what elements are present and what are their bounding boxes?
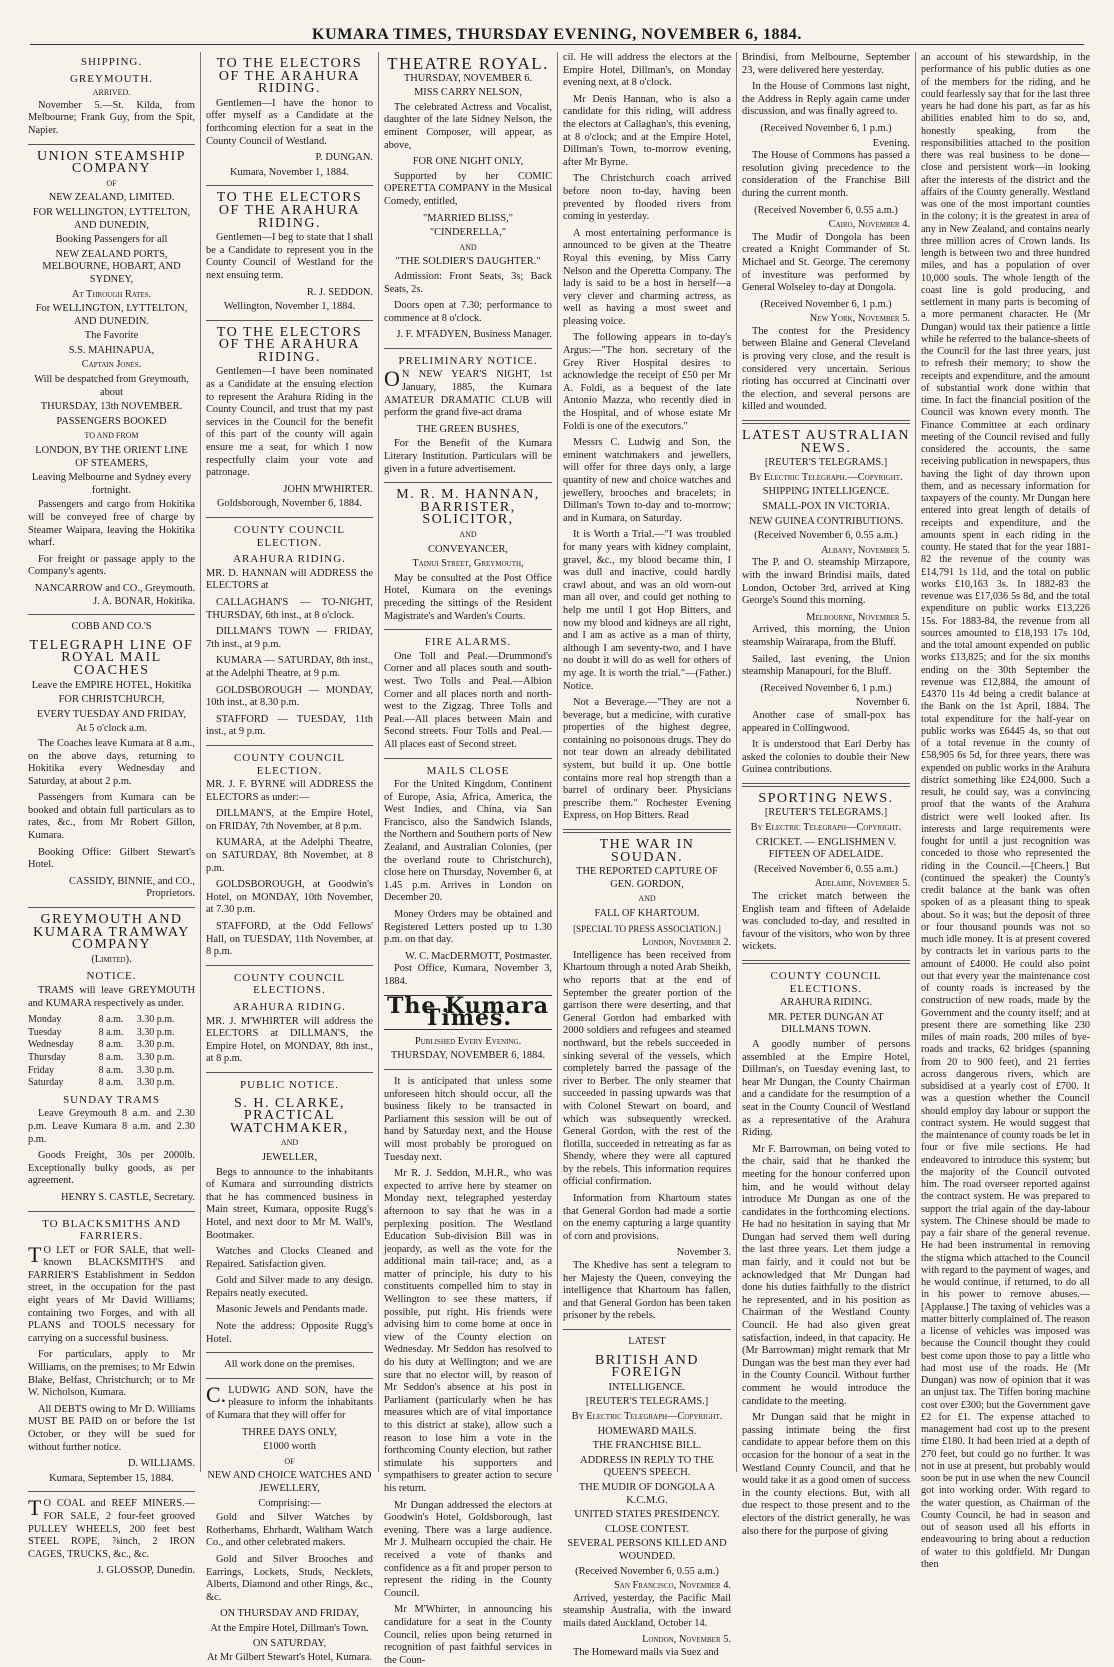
tram-am: 8 a.m. [98, 1014, 124, 1026]
pass-leaving: Leaving Melbourne and Sydney every fortnight. [31, 472, 192, 496]
black-text2: For particulars, apply to Mr Williams, on the premises; to Mr Edwin Blake, Belfast, Christchurch; or to Mr W. Nicholson, Kumara. [28, 1349, 195, 1399]
c5-r6: (Received November 6, 0.55 a.m.) [754, 863, 898, 875]
table-row [28, 1077, 195, 1090]
ludwig-at: At the Empire Hotel, Dillman's Town. [210, 1622, 369, 1634]
news-7: It is Worth a Trial.—"I was troubled for many years with kidney complaint, gravel, &c., my blood became thin, I was dull and inactive, could hardly crawl about, and was an old worn-out man all over, and could get nothing to help me until I got Hop Bitters, and now my blood and kidneys are all right, and I am as active as a man of thirty, although I am seventy-two, and I have no doubt it will do as well for others of my age. It is worth the trial."—(Father.) Notice. [563, 529, 731, 692]
e2-title: TO THE ELECTORS OF THE ARAHURA RIDING. [216, 190, 363, 231]
london-dateline: London, November 2. [642, 937, 731, 949]
c5-reuters2: [REUTER'S TELEGRAMS.] [764, 807, 888, 819]
coal-text: TO COAL and REEF MINERS.—FOR SALE, 2 four-feet grooved PULLEY WHEELS, 200 feet best STEEL ROPE, ⅞inch, 2 IRON CAGES, TRUCKS, &c., &c. [28, 1495, 195, 1560]
usc-nz: NEW ZEALAND, LIMITED. [48, 192, 175, 204]
pass-cargo: Passengers and cargo from Hokitika will be conveyed free of charge by Steamer Waipara, leaving the Hokitika wharf. [28, 499, 195, 549]
secretary-sig: HENRY S. CASTLE, Secretary. [60, 1191, 195, 1203]
ludwig-title: C.LUDWIG AND SON, have the pleasure to inform the inhabitants of Kumara that they will offer for [206, 1381, 373, 1422]
e1-text: Gentlemen—I have the honor to offer myself as a Candidate at the forthcoming election for a seat in the County Council of Westland. [206, 97, 373, 147]
divider [384, 348, 552, 349]
doors: Doors open at 7.30; performance to commence at 8 o'clock. [384, 300, 552, 324]
e1-sig: P. DUNGAN. [315, 152, 373, 164]
pass-freight: For freight or passage apply to the Company's agents. [28, 553, 195, 578]
tram-day: Saturday [28, 1077, 64, 1089]
divider [384, 629, 552, 630]
mw-text: MR. J. M'WHIRTER will address the ELECTORS at DILLMAN'S, the Empire Hotel, on MONDAY, 8th inst., at 8 p.m. [206, 1015, 373, 1065]
nov3-dateline: November 3. [676, 1247, 731, 1259]
c5-r2: (Received November 6, 0.55 a.m.) [754, 204, 898, 216]
c5-p1: Brindisi, from Melbourne, September 23, were delivered here yesterday. [742, 52, 910, 76]
editorial-4: Mr M'Whirter, in announcing his candidature for a seat in the County Council, relies upon being returned in recognition of past faithful services in the Coun- [384, 1604, 552, 1666]
usc-captain: Captain Jones. [81, 359, 142, 371]
hm-text: The Homeward mails via Suez and [573, 1647, 719, 1659]
tram-am: 8 a.m. [98, 1077, 124, 1089]
news-6: Messrs C. Ludwig and Son, the eminent watchmakers and jewellers, will offer for three days only, a large quantity of new and choice watches and jewellery, brooches and bracelets; in Dillman's Town to-day and to-morrow; and in Kumara, on Saturday. [563, 437, 731, 524]
ludwig-at2: At Mr Gilbert Stewart's Hotel, Kumara. [207, 1652, 372, 1664]
latest-label: LATEST [628, 1336, 666, 1347]
play2: "CINDERELLA," [429, 227, 507, 239]
published: Published Every Evening. [414, 1035, 522, 1047]
hannan-and: AND [459, 530, 477, 539]
columns [24, 52, 1094, 1666]
pass-booked: PASSENGERS BOOKED [56, 415, 167, 427]
theatre-title: THEATRE ROYAL. [387, 54, 549, 73]
ludwig-text: Gold and Silver Watches by Rotherhams, Ehrhardt, Waltham Watch Co., and other celebrated makers. [206, 1512, 373, 1549]
intel-heading: INTELLIGENCE. [608, 1381, 686, 1393]
usp-heading: UNITED STATES PRESIDENCY. [574, 1509, 720, 1521]
divider [28, 907, 195, 908]
and-label: AND [459, 242, 477, 252]
e2-text: Gentlemen—I beg to state that I shall be a Candidate to represent you in the County Council of Westland for the next ensuing term. [206, 232, 373, 281]
divider [384, 482, 552, 483]
byrne-item: KUMARA, at the Adelphi Theatre, on SATURDAY, 8th November, at 8 p.m. [206, 837, 373, 874]
c5-p12: A goodly number of persons assembled at the Empire Hotel, Dillman's, on Tuesday evening last, to hear Mr Dungan, the County Chairman and a candidate for the resumption of a seat in the County Council of Westland as a representative of the Arahura Riding. [742, 1038, 910, 1139]
e3-title: TO THE ELECTORS OF THE ARAHURA RIDING. [216, 324, 363, 365]
green-text: For the Benefit of the Kumara Literary Institution. Particulars will be given in a future advertisement. [384, 438, 552, 475]
c5-p9: Another case of small-pox has appeared in Collingwood. [742, 709, 910, 734]
c5-r5: (Received November 6, 1 p.m.) [760, 682, 892, 694]
c5-copyright: By Electric Telegraph.—Copyright. [749, 471, 903, 483]
sf-text: Arrived, yesterday, the Pacific Mail steamship Australia, with the inward mails dated Auckland, October 14. [563, 1592, 731, 1629]
c5-r1: (Received November 6, 1 p.m.) [760, 122, 892, 134]
newspaper-logo: The Kumara Times. [384, 995, 552, 1030]
usc-fav: The Favorite [84, 330, 139, 342]
c5-shipping: SHIPPING INTELLIGENCE. [762, 486, 890, 498]
tram-am: 8 a.m. [98, 1051, 124, 1063]
one-night: FOR ONE NIGHT ONLY, [412, 156, 524, 168]
pass-agent2: J. A. BONAR, Hokitika. [93, 595, 195, 607]
war-3: The Khedive has sent a telegram to her Majesty the Queen, conveying the intelligence that Khartoum has fallen, and that General Gordon has been taken prisoner by the rebels. [563, 1260, 731, 1322]
tram-text: TRAMS will leave GREYMOUTH and KUMARA respectively as under. [28, 985, 195, 1009]
e3-date: Goldsborough, November 6, 1884. [217, 498, 362, 510]
goods-text: Goods Freight, 30s per 2000lb. Exceptionally bulky goods, as per agreement. [28, 1150, 195, 1187]
clarke-text: Begs to announce to the inhabitants of Kumara and surrounding districts that he has commenced business in Main street, Kumara, opposite Rugg's Hotel, and next door to Mr M. Wall's, Bootmaker. [206, 1166, 373, 1241]
sunday-text: Leave Greymouth 8 a.m. and 2.30 p.m. Leave Kumara 8 a.m. and 2.30 p.m. [28, 1108, 195, 1145]
column-rule [557, 52, 558, 1472]
c5-p3: The House of Commons has passed a resolution giving precedence to the consideration of the Franchise Bill during the current month. [742, 150, 910, 199]
ludwig-comp: Comprising:— [258, 1497, 321, 1509]
divider [742, 960, 910, 964]
c5-arahura: ARAHURA RIDING. [779, 997, 873, 1009]
prelim: PRELIMINARY NOTICE. [398, 354, 538, 367]
cobb-line: TELEGRAPH LINE OF ROYAL MAIL COACHES [29, 637, 194, 678]
e3-text: Gentlemen—I have been nominated as a Candidate at the ensuing election to represent the Arahura Riding in the County Council, and trust that my past services in the Council for the benefit of this part of the county will again ensure me a seat, for which I now respectfully claim your vote and patronage. [206, 366, 373, 479]
divider [206, 1378, 373, 1379]
reported-heading: THE REPORTED CAPTURE OF GEN. GORDON, [576, 866, 718, 890]
tram-day: Thursday [28, 1051, 66, 1063]
c5-dungan: MR. PETER DUNGAN AT DILLMANS TOWN. [768, 1011, 884, 1036]
supported: Supported by her COMIC OPERETTA COMPANY in the Musical Comedy, entitled, [384, 170, 552, 207]
fire: FIRE ALARMS. [424, 636, 512, 649]
mails-text2: Money Orders may be obtained and Registered Letters posted up to 1.30 p.m. on that day. [384, 909, 552, 946]
divider [206, 1352, 373, 1353]
clarke-work: All work done on the premises. [224, 1359, 355, 1371]
column-1 [24, 52, 199, 1577]
war-heading: THE WAR IN SOUDAN. [599, 837, 695, 865]
news-5: The following appears in to-day's Argus:—"The hon. secretary of the Grey River Hospital desires to acknowledge the receipt of £50 per Mr A. Foldi, as a bequest of the late Antonio Mazza, who recently died in the Hospital, and of whose estate Mr Foldi is one of the executors." [563, 332, 731, 432]
british-heading: BRITISH AND FOREIGN [594, 1352, 699, 1381]
c5-copyright2: By Electric Telegraph—Copyright. [750, 822, 902, 834]
tram-day: Monday [28, 1014, 62, 1026]
byrne-intro: MR. J. F. BYRNE will ADDRESS the ELECTORS as under:— [206, 779, 373, 803]
e2-sig: R. J. SEDDON. [306, 286, 373, 298]
play3: "THE SOLDIER'S DAUGHTER." [395, 256, 541, 268]
miss-text: The celebrated Actress and Vocalist, daughter of the late Sidney Nelson, the eminent Composer, will appear, as above, [384, 101, 552, 151]
e1-title: TO THE ELECTORS OF THE ARAHURA RIDING. [216, 56, 363, 97]
close-heading: CLOSE CONTEST. [604, 1523, 690, 1535]
table-row [28, 1027, 195, 1040]
clarke-and: AND [280, 1138, 299, 1148]
several-heading: SEVERAL PERSONS KILLED AND WOUNDED. [567, 1538, 727, 1562]
tram-pm: 3.30 p.m. [136, 1039, 175, 1051]
divider [28, 614, 195, 615]
news-1: cil. He will address the electors at the Empire Hotel, Dillman's, on Monday evening next, at 8 o'clock. [563, 52, 731, 89]
c5-ny: New York, November 5. [809, 313, 910, 325]
cobb-days: EVERY TUESDAY AND FRIDAY, [36, 708, 187, 720]
mails: MAILS CLOSE [426, 764, 510, 777]
column-rule [736, 52, 737, 1472]
c5-p4: The Mudir of Dongola has been created a Knight Commander of St. Michael and St. George. The ceremony of investiture was performed by General Wolseley to-day at Dongola. [742, 231, 910, 294]
black-sig: D. WILLIAMS. [127, 1458, 195, 1470]
admission: Admission: Front Seats, 3s; Back Seats, 2s. [384, 270, 552, 295]
c5-r4: (Received November 6, 0.55 a.m.) [754, 530, 898, 542]
hannan-item: CALLAGHAN'S — TO-NIGHT, THURSDAY, 6th inst., at 8 o'clock. [206, 596, 373, 621]
editorial-1: It is anticipated that unless some unforeseen hitch should occur, all the business likely to be transacted in Parliament this session will be out of hand by Saturday next, and the House will most probably be prorogued on Tuesday next. [384, 1075, 552, 1163]
column-rule [378, 52, 379, 1472]
homeward-heading: HOMEWARD MAILS. [597, 1425, 697, 1437]
column-5 [738, 52, 914, 1537]
and-label: AND [638, 894, 656, 904]
reuters-label: [REUTER'S TELEGRAMS.] [585, 1396, 709, 1408]
byrne-item: DILLMAN'S, at the Empire Hotel, on FRIDAY, 7th November, at 8 p.m. [206, 808, 373, 832]
sporting: SPORTING NEWS. [758, 790, 894, 806]
tram-pm: 3.30 p.m. [136, 1026, 175, 1038]
miss-name: MISS CARRY NELSON, [414, 87, 522, 99]
c5-p8: Sailed, last evening, the Union steamship Manapouri, for the Bluff. [742, 653, 910, 678]
usc-for1: FOR WELLINGTON, LYTTELTON, AND DUNEDIN, [32, 206, 191, 231]
cobb-title: COBB AND CO.'S [71, 621, 152, 633]
hannan-intro: MR. D. HANNAN will ADDRESS the ELECTORS at [206, 567, 373, 592]
cce3: COUNTY COUNCIL ELECTIONS. [233, 971, 346, 997]
pass-london: LONDON, BY THE ORIENT LINE OF STEAMERS, [35, 445, 188, 469]
divider [206, 965, 373, 966]
masthead [30, 14, 1084, 45]
c5-p2: In the House of Commons last night, the Address in Reply again came under discussion, and was finally agreed to. [742, 81, 910, 118]
mudir-heading: THE MUDIR OF DONGOLA A K.C.M.G. [578, 1481, 716, 1506]
c5-cairo: Cairo, November 4. [828, 219, 910, 231]
received-label: (Received November 6, 0.55 a.m.) [575, 1565, 719, 1577]
news-8: Not a Beverage.—"They are not a beverage, but a medicine, with curative properties of the highest degree, containing no poisonous drugs. They do not tear down an already debilitated system, but build it up. One bottle contains more real hop strength than a barrel of ordinary beer. Physicians prescribe them." Rochester Evening Express, on Hop Bitters. Read [563, 697, 731, 822]
post-office: Post Office, Kumara, November 3, 1884. [384, 963, 552, 987]
c5-albany: Albany, November 5. [821, 544, 910, 556]
ar1: ARAHURA RIDING. [233, 553, 346, 566]
pass-to: TO AND FROM [84, 431, 139, 441]
byrne-item: STAFFORD, at the Odd Fellows' Hall, on TUESDAY, 11th November, at 8 p.m. [206, 921, 373, 958]
c5-smallpox: SMALL-POX IN VICTORIA. [762, 501, 890, 512]
divider [206, 517, 373, 518]
c5-p10: It is understood that Earl Derby has asked the colonies to double their New Guinea contributions. [742, 739, 910, 776]
latest-aus: LATEST AUSTRALIAN NEWS. [742, 428, 910, 456]
pass-agent1: NANCARROW and CO., Greymouth. [34, 582, 195, 594]
column-6 [917, 52, 1094, 1570]
fire-text: One Toll and Peal.—Drummond's Corner and all places south and south-west. Two Tolls and Peal.—Albion Corner and all places north and north-west to the Zigzag. Three Tolls and Peal.—All places between Main and Second streets. Four Tolls and Peal.—All places east of Second street. [384, 650, 552, 750]
usc-for2: For WELLINGTON, LYTTELTON, AND DUNEDIN. [35, 303, 188, 327]
divider [384, 1069, 552, 1070]
usc-booking: Booking Passengers for all [55, 234, 168, 246]
tram-timetable [28, 1014, 195, 1090]
c5-p6: The P. and O. steamship Mirzapore, with the inward Brindisi mails, dated London, October 3rd, arrived at King George's Sound this morning. [742, 557, 910, 607]
divider [742, 783, 910, 787]
ludwig-worth: £1000 worth [263, 1441, 316, 1453]
black-text: TO LET or FOR SALE, that well-known BLACKSMITH'S and FARRIER'S Establishment in Seddon street, in the occupation for the past eight years of Mr David Williams; containing two Forges, and with all PLANS and TOOLS necessary for carrying on a successful business. [28, 1241, 195, 1344]
divider [28, 1211, 195, 1212]
clarke-title: S. H. CLARKE, PRACTICAL WATCHMAKER, [230, 1095, 349, 1136]
news-3: The Christchurch coach arrived before noon to-day, having been prevented by flooded rivers from coming in yesterday. [563, 173, 731, 223]
clarke-note: Note the address: Opposite Rugg's Hotel. [206, 1321, 373, 1345]
divider [563, 1329, 731, 1330]
divider [206, 745, 373, 746]
e2-date: Wellington, November 1, 1884. [223, 301, 356, 313]
hannan-title: M. R. M. HANNAN, BARRISTER, SOLICITOR, [396, 487, 540, 528]
tram-day: Wednesday [28, 1039, 74, 1051]
issue-date: THURSDAY, NOVEMBER 6, 1884. [390, 1050, 546, 1062]
prelim-text: ON NEW YEAR'S NIGHT, 1st January, 1885, the Kumara AMATEUR DRAMATIC CLUB will perform the grand five-act drama [384, 366, 552, 419]
c5-evening: Evening. [872, 137, 910, 149]
tram-am: 8 a.m. [98, 1064, 124, 1076]
table-row [28, 1039, 195, 1052]
clarke-text3: Gold and Silver made to any design. Repairs neatly executed. [206, 1275, 373, 1299]
cobb-time: At 5 o'clock a.m. [76, 723, 147, 735]
divider [28, 144, 195, 145]
c5-p11: The cricket match between the English team and fifteen of Adelaide was concluded to-day, and resulted in favour of the visitors, who won by three wickets. [742, 891, 910, 953]
cobb-for: FOR CHRISTCHURCH, [58, 694, 165, 706]
black-title: TO BLACKSMITHS AND FARRIERS. [42, 1217, 181, 1243]
c5-p7: Arrived, this morning, the Union steamship Wairarapa, from the Bluff. [742, 624, 910, 648]
ludwig-text2: Gold and Silver Brooches and Earrings, Lockets, Studs, Necklets, Alberts, Diamond and other Rings, &c., &c. [206, 1553, 373, 1603]
editorial-3: Mr Dungan addressed the electors at Goodwin's Hotel, Goldsborough, last evening. There was a large audience. Mr J. Mulhearn occupied the chair. He received a vote of thanks and confidence as a fit and proper person to represent the riding in the County Council. [384, 1499, 552, 1599]
table-row [28, 1014, 195, 1027]
london2-dateline: London, November 5. [642, 1634, 731, 1646]
fall-heading: FALL OF KHARTOUM. [594, 908, 700, 919]
c5-guinea: NEW GUINEA CONTRIBUTIONS. [748, 515, 904, 527]
hannan-conv: CONVEYANCER, [428, 543, 508, 555]
tram-title: GREYMOUTH AND KUMARA TRAMWAY COMPANY [33, 912, 190, 953]
hannan-item: GOLDSBOROUGH — MONDAY, 10th inst., at 8.30 p.m. [206, 684, 373, 709]
address-heading: ADDRESS IN REPLY TO THE QUEEN'S SPEECH. [580, 1454, 714, 1479]
arrivals-text: November 5.—St. Kilda, from Melbourne; Frank Guy, from the Spit, Napier. [28, 99, 195, 136]
usc-ports: NEW ZEALAND PORTS, MELBOURNE, HOBART, AND SYDNEY, [42, 248, 181, 285]
hannan-item: STAFFORD — TUESDAY, 11th inst., at 9 p.m. [206, 713, 373, 738]
coal-sig: J. GLOSSOP, Dunedin. [97, 1565, 195, 1577]
table-row [28, 1052, 195, 1065]
c6-p1: an account of his stewardship, in the performance of his public duties as one of the members for the riding, and he could fearlessly say that for the last three years he had done his part, as far as his abilities enabled him to do so, and, honestly speaking, from the responsibilities attached to the position there was real business to be done—close and persistent work—in looking after the interests of the district and the affairs of the County generally. Westland was one of the most important counties in the colony; it is the greatest in area of any in New Zealand, and contains nearly three million acres of Crown lands. Its length is between two and three hundred miles, and has a population of over 10,000 souls. The whole length of the coast line is gold producing, and settlement in many parts is becoming of a more permanent character. He (Mr Dungan) would tax their patience a little while he referred to the balance-sheets of the Council for the last three years, just to refresh their memory; to show the receipts and expenditure, and the amount of substantial work done within that time. In fact the financial position of the Council was known every month. The Finance Committee at each ordinary meeting of the Council revised and fully considered the accounts, the same receiving publication in newspapers, thus having the light of day thrown upon them, and as necessary information for taxpayers of the county. Mr Dungan here entered into great length of details of receipts and expenditure, and the amounts spent in each riding in the county. He stated that for the year 1881-82 the revenue of the county was £14,791 1s 11d, and the total on public works £10,163 3s. In 1882-83 the revenue was £17,036 5s 8d, and the total expenditure on public works £13,226 15s. For 1883-84, the revenue from all sources amounted to £18,193 17s 10d, and the total amount expended on public works £13,825; and for the six months ending on the 30th September the revenue was £12,884, the amount of £4370 11s 4d being a credit balance at the Bank on the 1st April, 1884. The total expenditure for the half-year on public works was £6445 4s, so that out of a total revenue in the county of £58,905 6s 5d, for three years, there was expended on public works in the Arahura district something like £24,000. Such a result, he could say, was a convincing proof that the wants of the Arahura district were well looked after. Its interests and large requirements were fought for until a just recognition was conceded to those who represented the riding in the Council.—[Cheers.] But (continued the speaker) the County's credit balance at the bank was often spoken of as a pleasant thing to speak about. So it was; but the deposit of three or four thousand pounds was not so much idle money. It is at present covered by contracts let in various parts to the amount of £4000. He could also point out that every year the maintenance cost of county roads is increased by the construction of new roads, made by the Government and the county itself; and at present there are something like 230 miles of main roads, 200 miles of bye-roads and tracks, 62 bridges (spanning from 20 to 900 feet), and 21 ferries across dangerous rivers, which are subsidised at a yearly cost of £700. It was a question whether the Council should employ day labour or support the contract system. He would suggest that the maintenance of county roads be let in four or five mile sections. He had endeavored to introduce this system; but the majority of the Council outvoted him. The road overseer reported against the contract system. He was prepared to support the trial again of the day-labour system. The Chinese should be made to pay a fair share of the general revenue. He had been instrumental in removing the stigma which attached to the Council with regard to the payment of wages, and he would continue, if returned, to do all in his power to remove abuses.—[Applause.] The taxing of vehicles was a matter bitterly complained of. The reason a license of vehicles was imposed was because the Council thought they could best come upon those to pay a little who had most use of the roads. He (Mr Dungan) was now of opinion that it was an unjust tax. The Tiffen boring machine cost over £300; but the Government gave £2 for £1. The expense attached to management had cost up to the present time £180. It had been tried at a depth of 270 feet, but could go no further. It was not in use at present, but probably would soon be put in use when the new Council got into working order. With regard to the water question, as Chairman of the County Council, he had in season and out of season used all his efforts in endeavouring to bring about a reduction of water to this goldfield. Mr Dungan then [921, 52, 1090, 1570]
hannan-item: KUMARA — SATURDAY, 8th inst., at the Adelphi Theatre, at 9 p.m. [206, 655, 373, 679]
usc-rates: At Through Rates. [71, 288, 152, 300]
mails-text: For the United Kingdom, Continent of Europe, Asia, Africa, America, the West Indies, and China, via San Francisco, also the Sandwich Islands, the Northern and Southern ports of New Zealand, and Australian Colonies, (per the overland route to Christchurch), close here on Thursday, November 6, at 1.45 p.m. Arrives in London on December 20. [384, 779, 552, 904]
byrne-item: GOLDSBOROUGH, at Goodwin's Hotel, on MONDAY, 10th November, at 7.30 p.m. [206, 879, 373, 916]
c5-reuters: [REUTER'S TELEGRAMS.] [764, 457, 888, 469]
tram-pm: 3.30 p.m. [136, 1051, 175, 1063]
tram-pm: 3.30 p.m. [136, 1077, 175, 1089]
tram-notice: NOTICE. [86, 970, 137, 983]
theatre-date: THURSDAY, NOVEMBER 6. [403, 72, 533, 84]
c5-p13: Mr F. Barrowman, on being voted to the chair, said that he thanked the meeting for the honour conferred upon him, and he would without delay introduce Mr Dungan as one of the candidates in the forthcoming elections. He had no hesitation in saying that Mr Dungan had served them well during the last three years. Let them judge a man fairly, and it could not but be acknowledged that Mr Dungan had done his duties faithfully to the district he represented, and in his position as Chairman of the Westland County Council. He had also given great satisfaction, indeed, in that capacity. He (Mr Barrowman) might remark that Mr Dungan was the best man they ever had in the County Council. Without further comment he would introduce the candidate to the meeting. [742, 1143, 910, 1407]
usc-desp: Will be despatched from Greymouth, about [34, 374, 189, 398]
divider [742, 420, 910, 424]
news-2: Mr Denis Hannan, who is also a candidate for this riding, will address the electors at Callaghan's, this evening, at 8 o'clock; and at the Empire Hotel, Dillman's Town, to-morrow evening, after Mr Byrne. [563, 93, 731, 168]
black-text3: All DEBTS owing to Mr D. Williams MUST BE PAID on or before the 1st October, or they will be sued for without further notice. [28, 1403, 195, 1453]
c5-cricket: CRICKET. — ENGLISHMEN V. FIFTEEN OF ADELAIDE. [755, 836, 897, 861]
news-4: A most entertaining performance is announced to be given at the Theatre Royal this evening, by Miss Carry Nelson and the Operetta Company. The lady is said to be a host in herself—a very clever and charming actress, as well as having a most sweet and pleasing voice. [563, 227, 731, 327]
masthead-title: KUMARA TIMES, THURSDAY EVENING, NOVEMBER 6, 1884. [312, 26, 802, 43]
c5-cce: COUNTY COUNCIL ELECTIONS. [770, 970, 882, 995]
c5-p14: Mr Dungan said that he might in passing intimate being the first candidate to appear before them on this occasion for the honour of a seat in the Westland County Council, and that he would take it as a good omen of success in the county elections. But, with all due respect to those present and to the electors of the district generally, he was also there for the purpose of giving [742, 1412, 910, 1537]
c5-p5: The contest for the Presidency between Blaine and General Cleveland is proving very close, and the result is considered very uncertain. Serious rioting has occurred at Cincinatti over the election, and several persons are killed and wounded. [742, 325, 910, 413]
manager: J. F. M'FADYEN, Business Manager. [396, 329, 552, 341]
tram-day: Tuesday [28, 1026, 62, 1038]
war-1: Intelligence has been received from Khartoum through a noted Arab Sheikh, who reports that at the end of September the greater portion of the garrison there were deserting, and that General Gordon had embarked with 2000 soldiers and refugees and steamed northward, but the rebels succeeded in sinking several of the vessels, which completely barred the passage of the river to Berber. The only steamer that succeeded in passing upwards was that with Colonel Stewart on board, and which was subsequently wrecked. General Gordon, with the rest of the flotilla, succeeded in retreating as far as Shendy, where they were all captured by the rebels. This information requires official confirmation. [563, 949, 731, 1188]
c5-melb: Melbourne, November 5. [806, 611, 910, 623]
pub-notice: PUBLIC NOTICE. [240, 1078, 339, 1091]
ludwig-when: ON THURSDAY AND FRIDAY, [220, 1608, 359, 1620]
ar2: ARAHURA RIDING. [233, 1001, 346, 1013]
tram-am: 8 a.m. [98, 1039, 124, 1051]
table-row [28, 1065, 195, 1078]
ludwig-of: OF [284, 1456, 295, 1466]
hannan-text: May be consulted at the Post Office Hotel, Kumara on the evenings preceding the sittings of the Resident Magistrate's and Warden's Courts. [384, 572, 552, 622]
postmaster: W. C. MacDERMOTT, Postmaster. [405, 950, 552, 962]
divider [384, 758, 552, 759]
e1-date: Kumara, November 1, 1884. [230, 166, 349, 178]
hannan-item: DILLMAN'S TOWN — FRIDAY, 7th inst., at 9 p.m. [206, 626, 373, 650]
clarke-text2: Watches and Clocks Cleaned and Repaired. Satisfaction given. [206, 1246, 373, 1270]
cobb-text2: Passengers from Kumara can be booked and obtain full particulars as to rates, &c., from Mr Robert Gillon, Kumara. [28, 792, 195, 842]
special-label: [SPECIAL TO PRESS ASSOCIATION.] [573, 923, 721, 934]
column-rule [200, 52, 201, 1472]
divider [206, 1072, 373, 1073]
c5-r3: (Received November 6, 1 p.m.) [760, 298, 892, 310]
column-2 [202, 52, 377, 1664]
sunday-heading: SUNDAY TRAMS [63, 1093, 160, 1106]
editorial-2: Mr R. J. Seddon, M.H.R., who was expected to arrive here by steamer on Monday next, telegraphed yesterday afternoon to say that he was in a perplexing position. The Westland Education Sub-division Bill was in jeopardy, as well as the vote for the additional main tail-race; and, as a matter of principle, his duty to his constituents compelled him to stay in Wellington to see these matters, if possible, put right. His friends were advising him to come home at once in view of the County election on Wednesday. Mr Seddon has resolved to do his duty at Wellington; and we are sure that no elector will, by reason of Mr Seddon's absence at his post in Parliament (particularly when he has measures which are of vital importance to this district at stake), allow such a reason to lose him a vote in the forthcoming County election, but rather stimulate his supporters and sympathisers to greater action to secure his return. [384, 1168, 552, 1494]
sf-dateline: San Francisco, November 4. [614, 1580, 731, 1592]
greymouth-heading: GREYMOUTH. [69, 72, 154, 85]
column-3 [380, 52, 556, 1666]
tram-am: 8 a.m. [98, 1026, 124, 1038]
usc-ship: S.S. MAHINAPUA, [68, 344, 155, 356]
tram-pm: 3.30 p.m. [136, 1014, 175, 1026]
franchise-heading: THE FRANCHISE BILL. [592, 1440, 702, 1452]
ludwig-sat: ON SATURDAY, [252, 1637, 327, 1649]
usc-date: THURSDAY, 13th NOVEMBER. [40, 401, 183, 413]
clarke-jeweller: JEWELLER, [261, 1151, 318, 1163]
divider [206, 185, 373, 186]
copyright-label: By Electric Telegraph—Copyright. [571, 1410, 723, 1422]
tram-ltd: (Limited). [91, 953, 132, 965]
e3-sig: JOHN M'WHIRTER. [283, 483, 373, 495]
cobb-booking: Booking Office: Gilbert Stewart's Hotel. [28, 846, 195, 871]
divider [206, 320, 373, 321]
c5-adelaide: Adelaide, November 5. [814, 878, 910, 890]
cobb-text: The Coaches leave Kumara at 8 a.m., on the above days, returning to Hokitika every Wednesday and Saturday, at about 2 p.m. [28, 737, 195, 787]
hannan-street: Tainui Street, Greymouth, [412, 558, 524, 570]
ludwig-days: THREE DAYS ONLY, [241, 1426, 338, 1438]
tram-pm: 3.30 p.m. [136, 1064, 175, 1076]
divider [563, 829, 731, 833]
arrived-label: ARRIVED. [92, 88, 131, 98]
c5-nov6: November 6. [855, 697, 910, 709]
column-rule [915, 52, 916, 1472]
ludwig-new: NEW AND CHOICE WATCHES AND JEWELLERY, [207, 1470, 372, 1494]
clarke-text4: Masonic Jewels and Pendants made. [216, 1304, 368, 1316]
usc-title: UNION STEAMSHIP COMPANY [37, 148, 186, 177]
shipping-heading: SHIPPING. [80, 56, 143, 68]
cobb-leave: Leave the EMPIRE HOTEL, Hokitika [31, 679, 192, 691]
cobb-props: CASSIDY, BINNIE, and CO., Proprietors. [69, 875, 195, 900]
cce2: COUNTY COUNCIL ELECTION. [233, 751, 346, 777]
column-4 [559, 52, 735, 1659]
tram-day: Friday [28, 1064, 55, 1076]
usc-of: OF [106, 178, 117, 188]
war-2: Information from Khartoum states that General Gordon had made a sortie on the enemy capturing a large quantity of corn and provisions. [563, 1193, 731, 1242]
divider [28, 1491, 195, 1492]
black-date: Kumara, September 15, 1884. [49, 1472, 174, 1484]
cce1: COUNTY COUNCIL ELECTION. [233, 524, 346, 549]
green: THE GREEN BUSHES, [416, 423, 520, 435]
play1: "MARRIED BLISS," [423, 212, 513, 224]
